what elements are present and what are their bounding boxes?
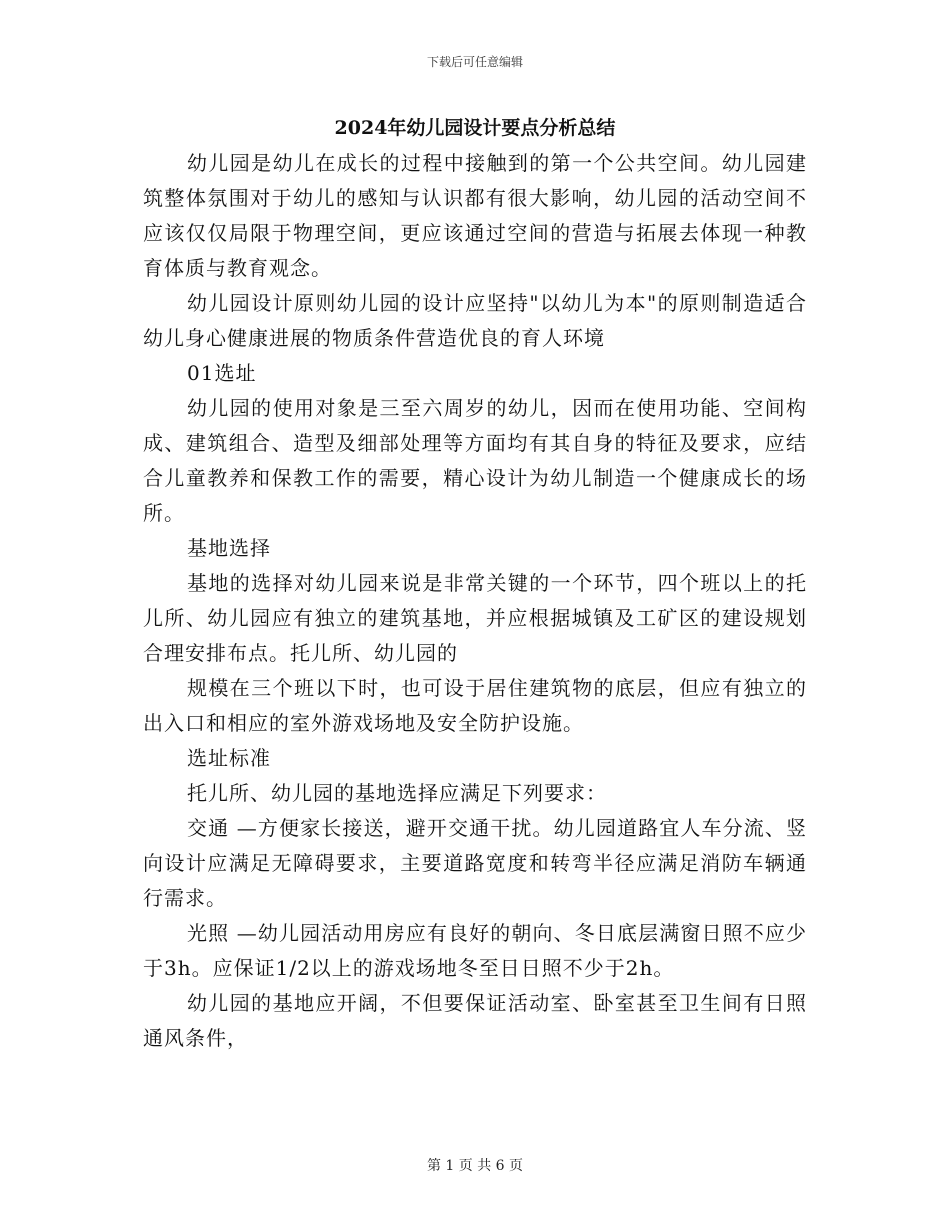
subheading-site-standard: 选址标准 <box>187 746 271 770</box>
paragraph-open-site: 幼儿园的基地应开阔，不但要保证活动室、卧室甚至卫生间有日照通风条件， <box>143 991 807 1050</box>
paragraph-base-selection: 基地的选择对幼儿园来说是非常关键的一个环节，四个班以上的托儿所、幼儿园应有独立的建筑基地，并应根据城镇及工矿区的建设规划合理安排布点。托儿所、幼儿园的 <box>143 571 807 665</box>
page-header: 下载后可任意编辑 <box>426 55 523 69</box>
subheading-base-selection: 基地选择 <box>187 536 271 560</box>
paragraph-scale: 规模在三个班以下时，也可设于居住建筑物的底层，但应有独立的出入口和相应的室外游戏场地及安全防护设施。 <box>143 676 807 735</box>
paragraph-intro: 幼儿园是幼儿在成长的过程中接触到的第一个公共空间。幼儿园建筑整体氛围对于幼儿的感知与认识都有很大影响，幼儿园的活动空间不应该仅仅局限于物理空间，更应该通过空间的营造与拓展去体现一种教育体质与教育观念。 <box>143 151 807 280</box>
paragraph-users: 幼儿园的使用对象是三至六周岁的幼儿，因而在使用功能、空间构成、建筑组合、造型及细部处理等方面均有其自身的特征及要求，应结合儿童教养和保教工作的需要，精心设计为幼儿制造一个健康成长的场所。 <box>143 396 807 525</box>
paragraph-sunlight: 光照 —幼儿园活动用房应有良好的朝向、冬日底层满窗日照不应少于3h。应保证1/2以上的游戏场地冬至日日照不少于2h。 <box>143 921 807 980</box>
paragraph-design-principle: 幼儿园设计原则幼儿园的设计应坚持"以幼儿为本"的原则制造适合幼儿身心健康进展的物质条件营造优良的育人环境 <box>143 291 807 350</box>
section-heading-site-selection: 01选址 <box>187 361 257 385</box>
document-title: 2024年幼儿园设计要点分析总结 <box>334 117 616 139</box>
page-footer: 第 1 页 共 6 页 <box>426 1158 524 1174</box>
document-body <box>143 146 807 1056</box>
paragraph-traffic: 交通 —方便家长接送，避开交通干扰。幼儿园道路宜人车分流、竖向设计应满足无障碍要求，主要道路宽度和转弯半径应满足消防车辆通行需求。 <box>143 816 807 910</box>
paragraph-requirements-intro: 托儿所、幼儿园的基地选择应满足下列要求： <box>187 781 607 805</box>
